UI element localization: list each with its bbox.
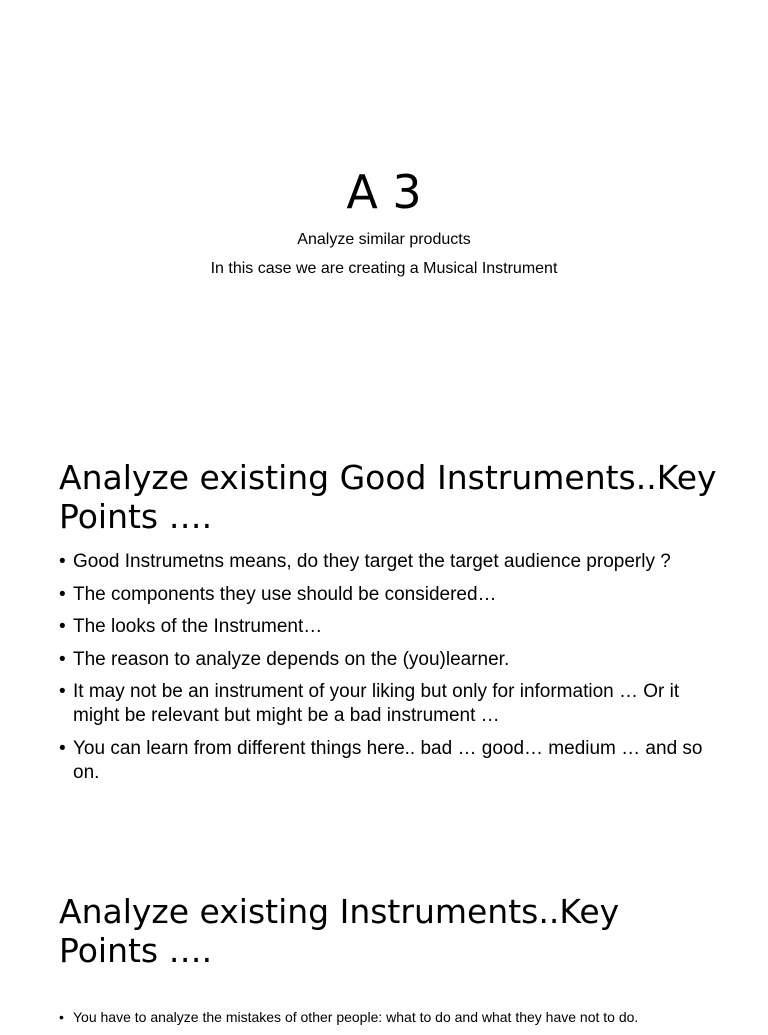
bullet-list (59, 550, 709, 793)
bullet-list (59, 1008, 709, 1035)
good-instruments-slide (0, 440, 768, 850)
bullet-item (59, 615, 709, 639)
bullet-text: It may not be an instrument of your liking but only for information … Or it might be relevant but might be a bad instrument … (73, 681, 680, 726)
slide-heading: Analyze existing Good Instruments..Key Points …. (59, 458, 717, 536)
bullet-text: The looks of the Instrument… (73, 616, 323, 637)
bullet-item (59, 550, 709, 574)
title-slide (0, 0, 768, 420)
bullet-text: The reason to analyze depends on the (you)learner. (73, 648, 510, 670)
subtitle-line-1: Analyze similar products (297, 231, 471, 248)
bullet-icon: • (59, 737, 66, 759)
slide-title: A 3 (346, 165, 422, 219)
bullet-item (59, 737, 709, 785)
bullet-icon: • (59, 681, 66, 702)
slide-heading: Analyze existing Instruments..Key Points …. (59, 892, 620, 970)
bullet-text: You have to analyze the mistakes of other people: what to do and what they have not to do. (73, 1009, 639, 1025)
bullet-item (59, 1008, 709, 1026)
bullet-text: The components they use should be considered… (73, 583, 497, 605)
bullet-icon: • (59, 1009, 64, 1025)
bullet-icon: • (59, 616, 66, 637)
subtitle-line-2: In this case we are creating a Musical Instrument (210, 260, 558, 277)
bullet-icon: • (59, 648, 66, 670)
bullet-icon: • (59, 583, 66, 605)
bullet-item (59, 680, 709, 728)
bullet-text: Good Instrumetns means, do they target the target audience properly ? (73, 551, 671, 572)
existing-instruments-slide (0, 870, 768, 1024)
bullet-item (59, 648, 709, 672)
bullet-icon: • (59, 551, 66, 572)
bullet-text: You can learn from different things here.. bad … good… medium … and so on. (73, 737, 703, 783)
bullet-item (59, 583, 709, 607)
